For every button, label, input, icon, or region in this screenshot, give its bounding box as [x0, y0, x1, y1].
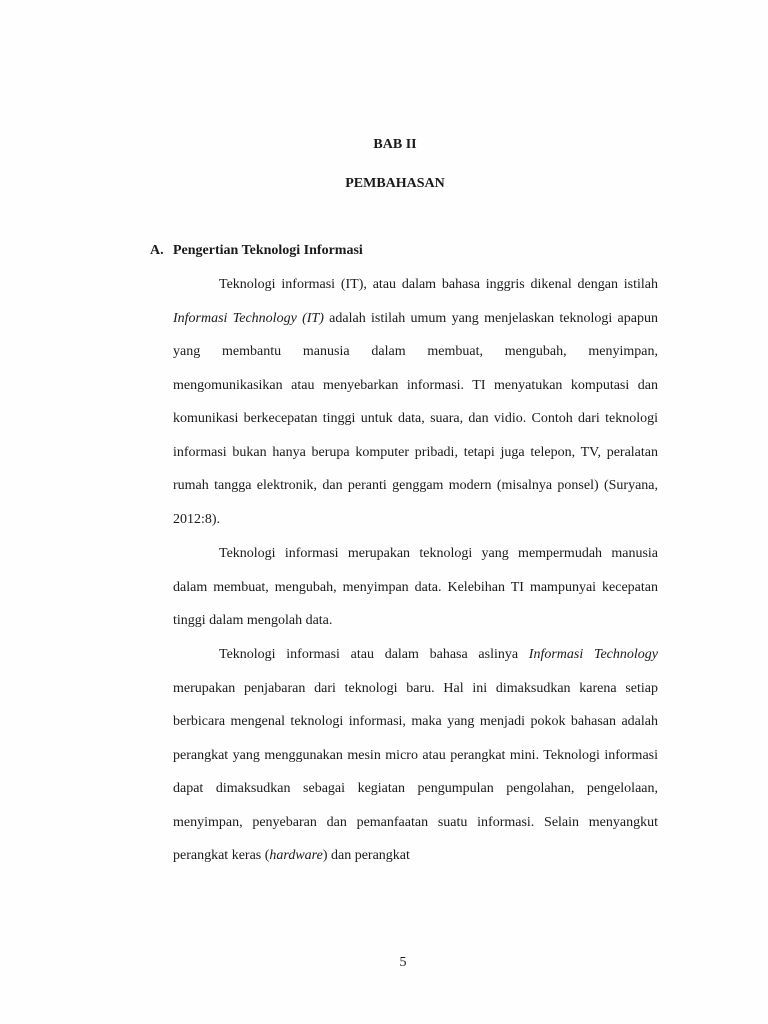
section-title: Pengertian Teknologi Informasi: [173, 243, 363, 258]
chapter-title: PEMBAHASAN: [345, 176, 445, 191]
paragraph-3-text-a: Teknologi informasi atau dalam bahasa aslinya: [219, 647, 529, 662]
paragraph-3-italic-hardware: hardware: [269, 848, 323, 863]
paragraph-3: [173, 638, 658, 873]
paragraph-1-text-a: Teknologi informasi (IT), atau dalam bahasa inggris dikenal dengan istilah: [219, 277, 658, 292]
paragraph-3-text-c: merupakan penjabaran dari teknologi baru. Hal ini dimaksudkan karena setiap berbicara mengenal teknologi informasi, maka yang menjadi pokok bahasan adalah perangkat yang menggunakan mesin micro atau perangkat mini. Teknologi informasi dapat dimaksudkan sebagai kegiatan pengumpulan pengolahan, pengelolaan, menyimpan, penyebaran dan pemanfaatan suatu informasi. Selain menyangkut perangkat keras (: [173, 680, 658, 863]
paragraph-1-text-c: adalah istilah umum yang menjelaskan teknologi apapun yang membantu manusia dalam membuat, mengubah, menyimpan, mengomunikasikan atau menyebarkan informasi. TI menyatukan komputasi dan komunikasi berkecepatan tinggi untuk data, suara, dan vidio. Contoh dari teknologi informasi bukan hanya berupa komputer pribadi, tetapi juga telepon, TV, peralatan rumah tangga elektronik, dan peranti genggam modern (misalnya ponsel) (Suryana, 2012:8).: [173, 310, 658, 527]
paragraph-3-text-e: ) dan perangkat: [322, 848, 410, 863]
page-number: 5: [399, 955, 407, 970]
paragraph-1: [173, 268, 658, 536]
paragraph-1-italic-term: Informasi Technology (IT): [173, 310, 324, 326]
section-heading: [150, 243, 363, 259]
paragraph-2: [173, 537, 658, 638]
paragraph-3-italic-term: Informasi Technology: [528, 647, 658, 662]
paragraph-2-text: Teknologi informasi merupakan teknologi yang mempermudah manusia dalam membuat, mengubah, menyimpan data. Kelebihan TI mampunyai kecepatan tinggi dalam mengolah data.: [173, 546, 658, 628]
section-letter: A.: [150, 243, 164, 258]
chapter-number: BAB II: [373, 137, 417, 152]
